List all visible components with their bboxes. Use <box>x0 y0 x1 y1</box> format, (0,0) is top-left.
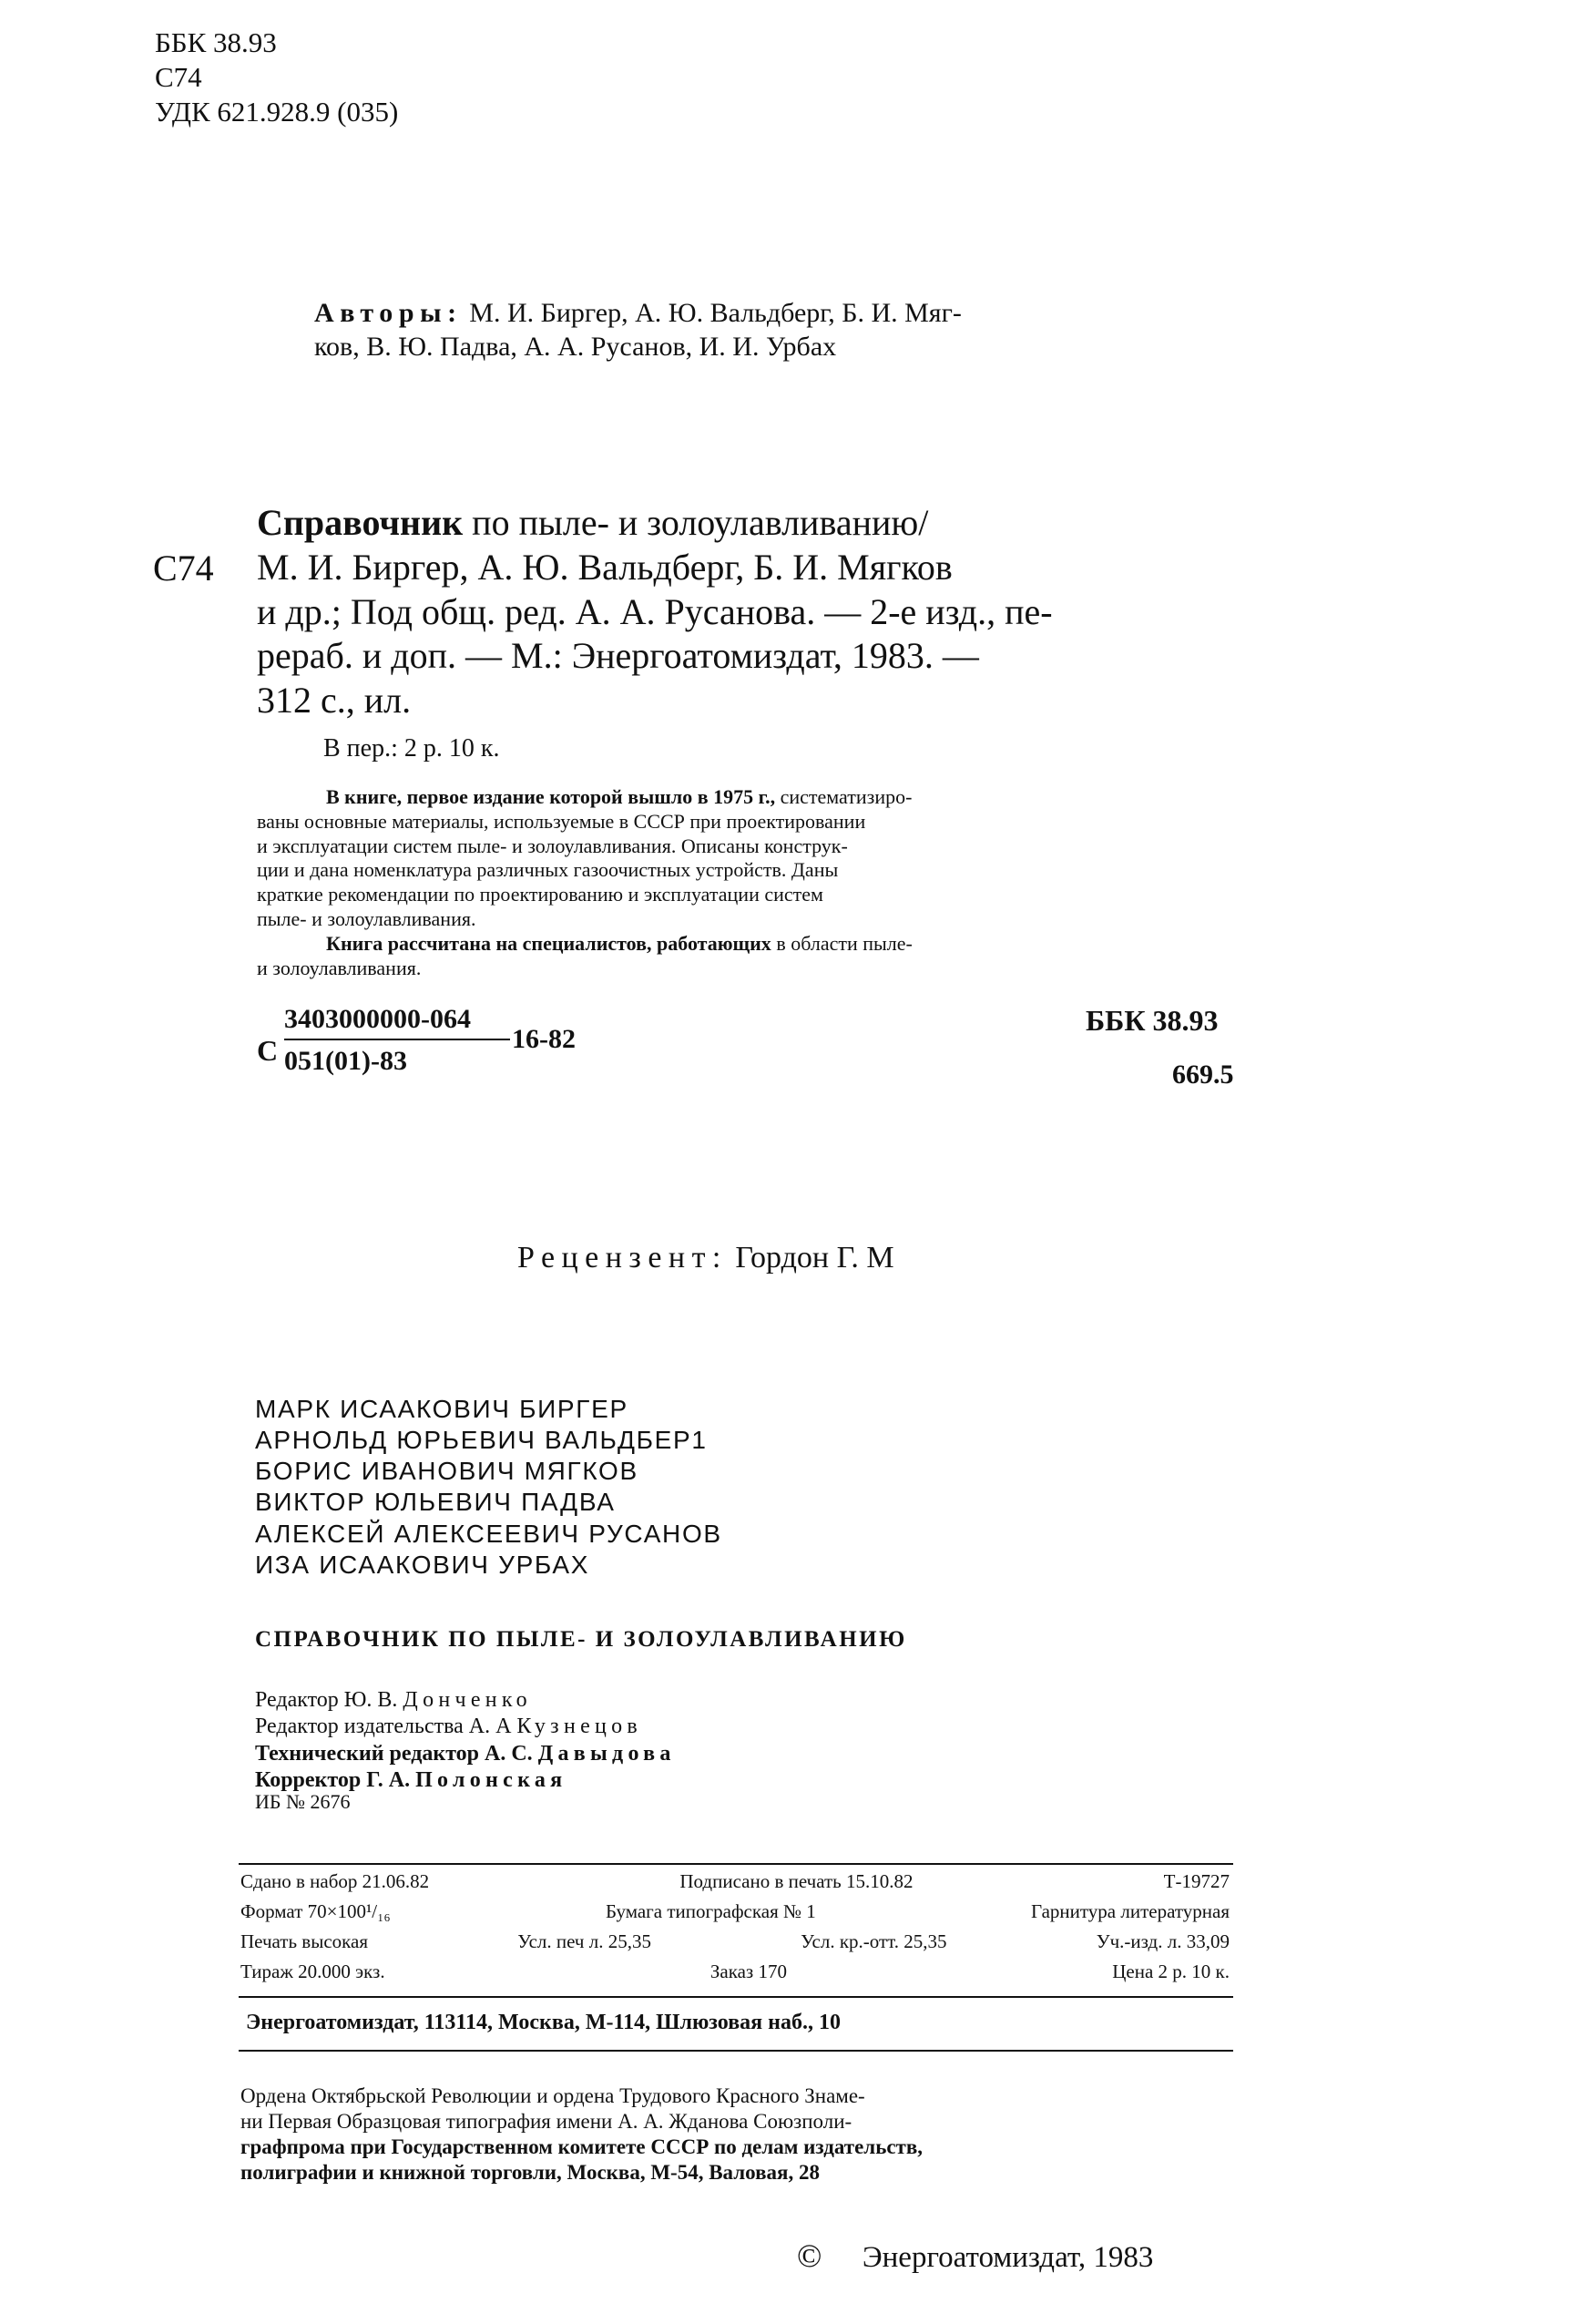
reviewer-label: Рецензент: <box>517 1241 728 1275</box>
tech-mid-rule <box>239 1996 1233 1998</box>
index-fraction-line <box>284 1039 510 1040</box>
tech-cell: Т-19727 <box>1163 1870 1230 1892</box>
authors-block <box>314 297 962 363</box>
printer-line: полиграфии и книжной торговли, Москва, М-54, Валовая, 28 <box>240 2161 820 2185</box>
tech-cell: Заказ 170 <box>709 1961 787 1982</box>
book-title: Справочник <box>257 502 464 543</box>
tech-cell: Усл. кр.-отт. 25,35 <box>801 1930 947 1952</box>
desc-line-5: краткие рекомендации по проектированию и эксплуатации систем <box>257 883 823 906</box>
audience-line-2: и золоулавливания. <box>257 956 422 979</box>
classification-codes <box>155 26 398 128</box>
catalog-line-2: М. И. Биргер, А. Ю. Вальдберг, Б. И. Мягков <box>257 546 953 588</box>
staff-name: Давыдова <box>537 1741 676 1766</box>
desc-line-6: пыле- и золоулавливания. <box>257 907 476 931</box>
catalog-code: С74 <box>153 548 214 589</box>
staff-name: Полонская <box>415 1767 567 1792</box>
copyright-icon: © <box>797 2237 822 2274</box>
printer-block <box>240 2083 923 2186</box>
bbk-right-sub: 669.5 <box>1172 1060 1234 1090</box>
tech-cell: Сдано в набор 21.06.82 <box>240 1870 430 1892</box>
audience-lead: Книга рассчитана на специалистов, работающих <box>326 931 771 955</box>
printer-line: графпрома при Государственном комитете СССР по делам издательств, <box>240 2135 924 2159</box>
imprint-authors <box>255 1394 722 1581</box>
imprint-author: МАРК ИСААКОВИЧ БИРГЕР <box>255 1395 628 1423</box>
catalog-line-5: 312 с., ил. <box>257 680 412 722</box>
tech-cell: Усл. печ л. 25,35 <box>517 1930 651 1952</box>
tech-row <box>240 1930 1230 1953</box>
copyright-text: Энергоатомиздат, 1983 <box>862 2241 1154 2274</box>
printer-line: Ордена Октябрьской Революции и ордена Трудового Красного Знаме- <box>240 2084 865 2107</box>
tech-row <box>240 1870 1230 1893</box>
desc-lead: В книге, первое издание которой вышло в 1975 г., <box>326 785 776 808</box>
desc-line-1: систематизиро- <box>780 785 913 808</box>
tech-cell: Уч.-изд. л. 33,09 <box>1096 1930 1230 1952</box>
imprint-author: АРНОЛЬД ЮРЬЕВИЧ ВАЛЬДБЕР1 <box>255 1426 708 1455</box>
tech-cell: Бумага типографская № 1 <box>605 1900 816 1922</box>
tech-row <box>240 1900 1230 1923</box>
staff-role: Редактор издательства А. А <box>255 1715 512 1739</box>
catalog-line-1: по пыле- и золоулавливанию/ <box>472 502 929 543</box>
reviewer-name: Гордон Г. М <box>735 1241 894 1275</box>
audience-line-1: в области пыле- <box>776 931 913 955</box>
tech-row <box>240 1961 1230 1983</box>
authors-label: Авторы: <box>314 298 463 328</box>
catalog-entry <box>257 501 1053 723</box>
c74-code: С74 <box>155 60 202 93</box>
tech-bottom-rule <box>239 2050 1233 2052</box>
tech-cell: Подписано в печать 15.10.82 <box>679 1870 914 1892</box>
udk-code: УДК 621.928.9 (035) <box>155 95 399 128</box>
imprint-author: ИЗА ИСААКОВИЧ УРБАХ <box>255 1550 590 1579</box>
staff-role: Корректор Г. А. <box>255 1767 411 1792</box>
printer-line: ни Первая Образцовая типография имени А. А. Жданова Союзполи- <box>240 2110 852 2134</box>
catalog-price: В пер.: 2 р. 10 к. <box>323 734 500 763</box>
catalog-description <box>257 785 913 981</box>
staff-role: Технический редактор А. С. <box>255 1741 533 1766</box>
imprint-title: СПРАВОЧНИК ПО ПЫЛЕ- И ЗОЛОУЛАВЛИВАНИЮ <box>255 1627 907 1652</box>
tech-top-rule <box>239 1863 1233 1865</box>
imprint-author: ВИКТОР ЮЛЬЕВИЧ ПАДВА <box>255 1488 616 1517</box>
tech-table <box>240 1870 1230 2005</box>
index-denominator: 051(01)-83 <box>284 1046 407 1076</box>
desc-line-3: и эксплуатации систем пыле- и золоулавливания. Описаны конструк- <box>257 834 848 857</box>
ib-number: ИБ № 2676 <box>255 1790 351 1813</box>
imprint-author: АЛЕКСЕЙ АЛЕКСЕЕВИЧ РУСАНОВ <box>255 1519 722 1548</box>
catalog-line-4: рераб. и доп. — М.: Энергоатомиздат, 1983. — <box>257 635 979 677</box>
tech-cell: Тираж 20.000 экз. <box>240 1961 385 1982</box>
catalog-line-3: и др.; Под общ. ред. А. А. Русанова. — 2-е изд., пе- <box>257 590 1053 632</box>
bbk-code: ББК 38.93 <box>155 26 277 58</box>
copyright <box>797 2237 1153 2275</box>
tech-cell: Формат 70×100¹/₁₆ <box>240 1900 391 1922</box>
desc-line-4: ции и дана номенклатура различных газоочистных устройств. Даны <box>257 858 839 882</box>
staff-role: Редактор Ю. В. <box>255 1688 398 1712</box>
index-numerator: 3403000000-064 <box>284 1004 471 1034</box>
index-c: С <box>257 1034 279 1067</box>
index-suffix: 16-82 <box>512 1024 576 1054</box>
staff-name: Кузнецов <box>516 1715 643 1739</box>
reviewer-line <box>517 1241 894 1275</box>
authors-line-2: ков, В. Ю. Падва, А. А. Русанов, И. И. Урбах <box>314 331 837 362</box>
staff-name: Донченко <box>403 1688 532 1712</box>
authors-line-1: М. И. Биргер, А. Ю. Вальдберг, Б. И. Мяг- <box>469 298 962 328</box>
imprint-author: БОРИС ИВАНОВИЧ МЯГКОВ <box>255 1457 638 1486</box>
staff-credits <box>255 1687 676 1794</box>
publisher-address: Энергоатомиздат, 113114, Москва, М-114, Шлюзовая наб., 10 <box>246 2011 841 2034</box>
tech-cell: Печать высокая <box>240 1930 369 1952</box>
tech-cell: Гарнитура литературная <box>1030 1900 1230 1922</box>
tech-cell: Цена 2 р. 10 к. <box>1112 1961 1230 1982</box>
desc-line-2: ваны основные материалы, используемые в СССР при проектировании <box>257 809 866 833</box>
bbk-right: ББК 38.93 <box>1086 1004 1219 1037</box>
